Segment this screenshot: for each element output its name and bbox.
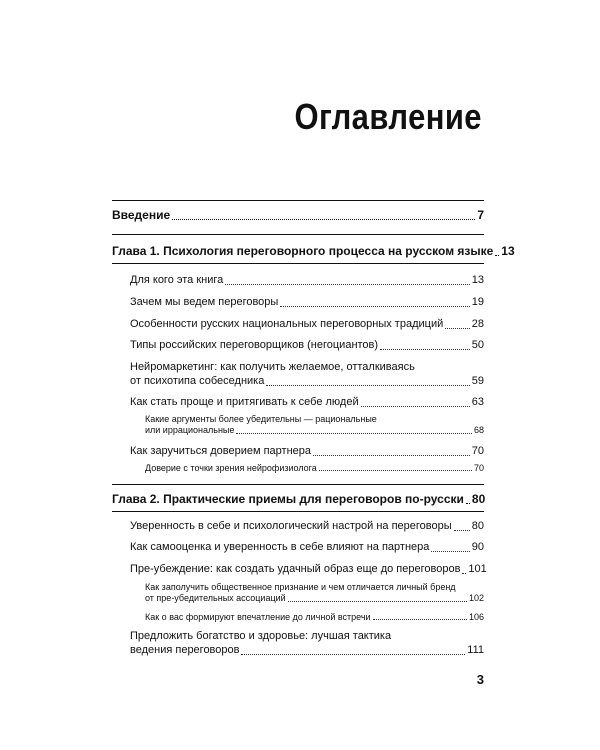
toc-entry-title: Уверенность в себе и психологический настрой на переговоры	[130, 520, 452, 532]
toc-entry-page: 59	[471, 374, 484, 387]
toc-entry-title: от пре-убедительных ассоциаций	[145, 593, 286, 604]
toc-entry[interactable]	[130, 520, 484, 534]
toc-leader	[236, 433, 472, 434]
toc-entry-page: 13	[471, 274, 484, 286]
toc-subentry[interactable]	[145, 612, 484, 623]
toc-entry-title: Зачем мы ведем переговоры	[130, 296, 279, 308]
toc-entry-title: Глава 1. Психология переговорного процесса на русском языке	[112, 244, 494, 258]
toc-entry-title: Как стать проще и притягивать к себе людей	[130, 396, 359, 408]
toc-leader	[319, 470, 472, 471]
section-rule	[112, 484, 484, 485]
toc-leader	[313, 455, 470, 456]
toc-leader	[462, 573, 466, 574]
toc-leader	[280, 306, 469, 307]
toc-leader	[361, 406, 470, 407]
toc-entry[interactable]	[130, 563, 487, 577]
toc-entry-title: Как самооценка и уверенность в себе влияют на партнера	[130, 541, 430, 553]
page-number: 3	[476, 672, 484, 687]
toc-entry-title: Как заручиться доверием партнера	[130, 445, 311, 457]
toc-entry[interactable]	[130, 274, 484, 288]
toc-entry-page: 68	[473, 425, 484, 436]
toc-leader	[380, 349, 470, 350]
section-rule	[112, 263, 484, 264]
toc-entry-title-line1: Как заполучить общественное признание и чем отличается личный бренд	[145, 582, 456, 592]
toc-entry-title: Доверие с точки зрения нейрофизиолога	[145, 463, 317, 473]
toc-entry-page: 19	[471, 296, 484, 308]
toc-subentry[interactable]	[145, 414, 484, 437]
toc-entry[interactable]	[130, 396, 484, 410]
toc-chapter-2[interactable]	[112, 492, 484, 507]
toc-entry-page: 106	[468, 612, 484, 622]
toc-entry-title-line1: Предложить богатство и здоровье: лучшая тактика	[130, 630, 392, 642]
toc-entry[interactable]	[130, 318, 484, 332]
toc-entry-page: 28	[471, 318, 484, 330]
toc-entry-page: 13	[501, 244, 515, 258]
toc-entry-title: ведения переговоров	[130, 643, 240, 656]
toc-subentry[interactable]	[145, 463, 484, 474]
section-rule	[112, 511, 484, 512]
toc-entry-page: 101	[468, 563, 487, 575]
toc-leader	[445, 328, 470, 329]
toc-entry-page: 63	[471, 396, 484, 408]
toc-entry-title: Как о вас формируют впечатление до личной встречи	[145, 612, 371, 622]
toc-leader	[431, 551, 469, 552]
page-title: Оглавление	[294, 96, 482, 137]
toc-entry-title: или иррациональные	[145, 425, 235, 436]
toc-leader	[373, 619, 467, 620]
toc-entry[interactable]	[130, 339, 484, 353]
toc-entry[interactable]	[130, 630, 484, 658]
section-rule	[112, 234, 484, 235]
toc-entry-page: 102	[468, 593, 484, 604]
toc-entry-page: 70	[471, 445, 484, 457]
toc-subentry[interactable]	[145, 582, 484, 605]
toc-entry-title: от психотипа собеседника	[130, 374, 265, 387]
toc-leader	[495, 255, 499, 256]
toc-entry-title: Особенности русских национальных переговорных традиций	[130, 318, 444, 330]
toc-entry-title: Введение	[112, 208, 171, 222]
toc-entry-intro[interactable]	[112, 208, 484, 223]
top-rule	[112, 200, 484, 201]
toc-entry-title-line1: Какие аргументы более убедительны — рациональные	[145, 414, 377, 424]
toc-entry[interactable]	[130, 541, 484, 555]
toc-leader	[172, 219, 475, 220]
toc-leader	[466, 503, 470, 504]
toc-entry-page: 7	[477, 208, 484, 222]
toc-entry-page: 90	[471, 541, 484, 553]
toc-entry-page: 80	[471, 520, 484, 532]
toc-entry-title: Для кого эта книга	[130, 274, 224, 286]
toc-entry-page: 111	[467, 643, 484, 656]
toc-entry-title: Типы российских переговорщиков (негоциантов)	[130, 339, 379, 351]
toc-leader	[266, 385, 469, 386]
toc-chapter-1[interactable]	[112, 244, 515, 259]
toc-leader	[454, 530, 470, 531]
toc-entry-title: Пре-убеждение: как создать удачный образ еще до переговоров	[130, 563, 461, 575]
toc-entry-page: 70	[473, 463, 484, 473]
toc-entry-title: Глава 2. Практические приемы для переговоров по-русски	[112, 492, 464, 506]
toc-entry[interactable]	[130, 296, 484, 310]
toc-leader	[288, 601, 467, 602]
toc-entry[interactable]	[130, 445, 484, 459]
toc-entry-page: 80	[471, 492, 486, 506]
toc-leader	[225, 284, 469, 285]
toc-leader	[241, 654, 465, 655]
toc-entry-title-line1: Нейромаркетинг: как получить желаемое, отталкиваясь	[130, 361, 415, 373]
toc-entry[interactable]	[130, 361, 484, 389]
toc-entry-page: 50	[471, 339, 484, 351]
